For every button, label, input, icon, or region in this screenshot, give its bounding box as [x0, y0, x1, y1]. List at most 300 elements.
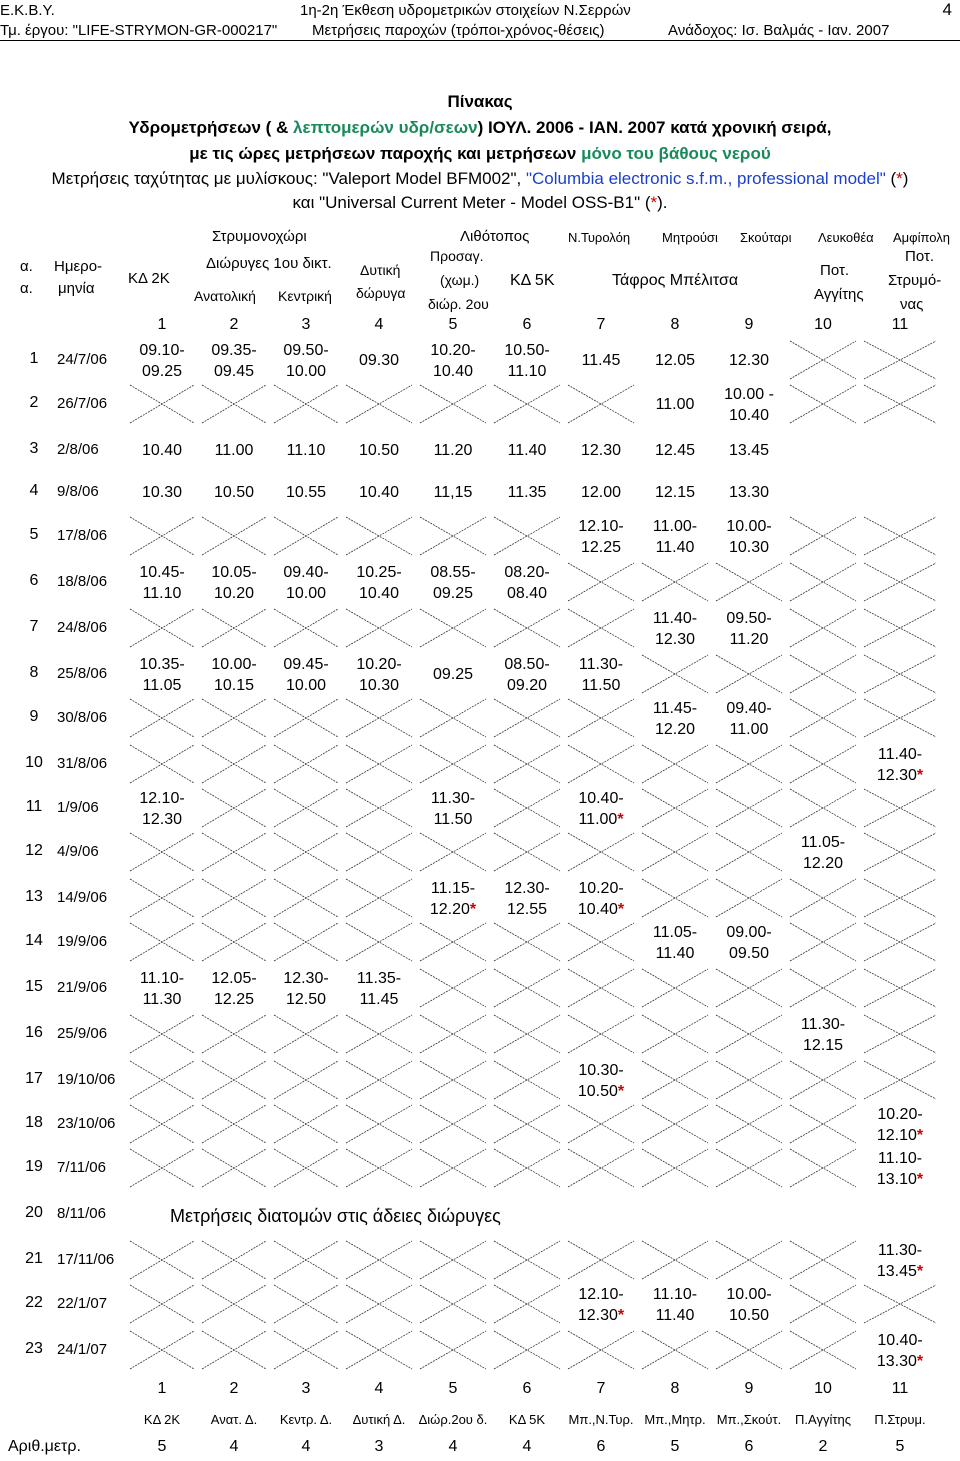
col-pot-4: Στρυμό- — [888, 272, 942, 289]
time-cell — [270, 340, 342, 382]
crossed-cell — [864, 833, 936, 871]
time-cell-line: 11.00 — [214, 442, 254, 459]
time-cell-line: 10.30 — [358, 677, 400, 694]
row-number: 5 — [29, 526, 39, 543]
time-cell-line: 09.25 — [141, 363, 183, 380]
time-cell-line: 11.30- — [430, 790, 476, 807]
time-cell-line: 10.50 — [728, 1307, 770, 1324]
time-cell-line: 12.20* — [429, 901, 477, 918]
time-cell-line: 12.30 — [728, 352, 770, 369]
crossed-cell — [790, 745, 856, 783]
footer-column-number: 2 — [229, 1380, 239, 1397]
time-cell-line: 11.10 — [286, 442, 326, 459]
time-cell — [564, 350, 638, 371]
header-report-title: 1η-2η Έκθεση υδρομετρικών στοιχείων Ν.Σερρών — [300, 2, 631, 19]
time-cell-line: 10.45- — [139, 564, 185, 581]
time-cell-line: 10.05- — [211, 564, 257, 581]
footer-column-label: ΚΔ 5Κ — [508, 1412, 546, 1427]
crossed-cell — [274, 923, 338, 961]
crossed-cell — [202, 1331, 266, 1369]
time-cell-line: 12.25 — [213, 991, 255, 1008]
row-date: 7/11/06 — [57, 1159, 106, 1176]
crossed-cell — [494, 969, 560, 1007]
row-date: 26/7/06 — [57, 395, 108, 412]
time-cell — [564, 654, 638, 696]
time-cell-line: 10.30 — [141, 484, 183, 501]
time-cell-line: 11.05- — [652, 924, 698, 941]
crossed-cell — [494, 923, 560, 961]
crossed-cell — [420, 1149, 486, 1187]
title-line-3: με τις ώρες μετρήσεων παροχής και μετρήσεων μόνο του βάθους νερού — [189, 144, 771, 163]
crossed-cell — [346, 517, 412, 555]
time-cell — [712, 698, 786, 740]
row-date: 17/8/06 — [57, 527, 108, 544]
asterisk-mark: * — [469, 901, 477, 918]
crossed-cell — [864, 969, 936, 1007]
crossed-cell — [642, 879, 708, 917]
footer-column-label: Δυτική Δ. — [352, 1412, 406, 1427]
crossed-cell — [790, 1241, 856, 1279]
crossed-cell — [420, 969, 486, 1007]
crossed-cell — [790, 789, 856, 827]
row-date: 9/8/06 — [57, 483, 99, 500]
time-cell-line: 10.20- — [430, 342, 476, 359]
col-kd2k: ΚΔ 2Κ — [128, 270, 170, 287]
crossed-cell — [130, 745, 194, 783]
crossed-cell — [716, 1241, 782, 1279]
crossed-cell — [420, 923, 486, 961]
crossed-cell — [202, 385, 266, 423]
crossed-cell — [568, 1015, 634, 1053]
time-cell-line: 11.45- — [652, 700, 698, 717]
time-cell-line: 12.05- — [211, 970, 257, 987]
crossed-cell — [346, 833, 412, 871]
crossed-cell — [716, 879, 782, 917]
crossed-cell — [274, 385, 338, 423]
crossed-cell — [202, 609, 266, 647]
crossed-cell — [274, 609, 338, 647]
column-number: 5 — [448, 316, 458, 333]
time-cell-line: 10.00 - — [724, 386, 774, 403]
time-cell-line: 09.45 — [213, 363, 255, 380]
column-number: 10 — [814, 316, 832, 333]
col-aa-2: α. — [20, 280, 33, 297]
crossed-cell — [346, 879, 412, 917]
time-cell-line: 11.05 — [142, 677, 182, 694]
col-tafros: Τάφρος Μπέλιτσα — [612, 272, 739, 289]
crossed-cell — [202, 1241, 266, 1279]
time-cell-line: 11.40 — [507, 442, 547, 459]
header-org: Ε.Κ.Β.Υ. — [0, 2, 55, 19]
row-date: 23/10/06 — [57, 1115, 116, 1132]
crossed-cell — [790, 699, 856, 737]
crossed-cell — [790, 1285, 856, 1323]
title-line-2: Υδρομετρήσεων ( & λεπτομερών υδρ/σεων) ΙΟΥΛ. 2006 - ΙΑΝ. 2007 κατά χρονική σειρά, — [128, 118, 832, 137]
crossed-cell — [346, 1241, 412, 1279]
time-cell — [638, 922, 712, 964]
crossed-cell — [568, 1149, 634, 1187]
crossed-cell — [864, 789, 936, 827]
crossed-cell — [568, 563, 634, 601]
crossed-cell — [346, 385, 412, 423]
footer-column-number: 9 — [744, 1380, 754, 1397]
time-cell-line: 11.30- — [800, 1016, 846, 1033]
row-number: 22 — [25, 1294, 43, 1311]
row-number: 9 — [29, 708, 39, 725]
time-cell-line: 13.10* — [876, 1171, 924, 1188]
time-cell-line: 10.00 — [285, 585, 327, 602]
time-cell — [712, 516, 786, 558]
footer-column-number: 4 — [374, 1380, 384, 1397]
time-cell-line: 08.40 — [506, 585, 548, 602]
time-cell-line: 10.50* — [577, 1083, 625, 1100]
column-number: 1 — [157, 316, 167, 333]
time-cell — [342, 440, 416, 461]
row-number: 21 — [25, 1250, 43, 1267]
measurement-count: 5 — [670, 1438, 680, 1455]
crossed-cell — [568, 969, 634, 1007]
footer-column-number: 7 — [596, 1380, 606, 1397]
time-cell-line: 10.20- — [356, 656, 402, 673]
time-cell — [638, 350, 712, 371]
row-date: 14/9/06 — [57, 889, 108, 906]
header-contractor: Ανάδοχος: Ισ. Βαλμάς - Ιαν. 2007 — [668, 22, 890, 39]
time-cell — [416, 440, 490, 461]
crossed-cell — [864, 1061, 936, 1099]
col-pot-3: Ποτ. — [905, 248, 935, 265]
time-cell — [342, 482, 416, 503]
group-lithotopos: Λιθότοπος — [460, 228, 530, 245]
crossed-cell — [864, 879, 936, 917]
col-pot-2: Αγγίτης — [814, 286, 864, 303]
crossed-cell — [642, 1149, 708, 1187]
time-cell — [638, 516, 712, 558]
measurement-count: 2 — [818, 1438, 828, 1455]
time-cell — [564, 1284, 638, 1326]
time-cell-line: 11.00- — [652, 518, 698, 535]
crossed-cell — [494, 833, 560, 871]
row-date: 25/9/06 — [57, 1025, 108, 1042]
crossed-cell — [716, 1149, 782, 1187]
crossed-cell — [642, 1241, 708, 1279]
time-cell-line: 10.40 — [728, 407, 770, 424]
crossed-cell — [202, 1015, 266, 1053]
col-prosag-1: Προσαγ. — [430, 248, 484, 264]
crossed-cell — [642, 1331, 708, 1369]
crossed-cell — [494, 517, 560, 555]
crossed-cell — [130, 923, 194, 961]
time-cell — [126, 340, 198, 382]
time-cell-line: 11.30 — [142, 991, 182, 1008]
time-cell-line: 11.00 — [655, 396, 695, 413]
time-cell-line: 10.00- — [726, 1286, 772, 1303]
crossed-cell — [716, 1331, 782, 1369]
crossed-cell — [420, 699, 486, 737]
row-number: 1 — [29, 350, 39, 367]
row-date: 21/9/06 — [57, 979, 108, 996]
time-cell-line: 13.45 — [728, 442, 770, 459]
crossed-cell — [716, 563, 782, 601]
crossed-cell — [346, 609, 412, 647]
time-cell-line: 12.55 — [506, 901, 548, 918]
crossed-cell — [130, 1331, 194, 1369]
crossed-cell — [790, 385, 856, 423]
footer-column-label: Κεντρ. Δ. — [279, 1412, 333, 1427]
footer-column-number: 1 — [157, 1380, 167, 1397]
time-cell — [638, 394, 712, 415]
col-date-1: Ημερο- — [54, 258, 103, 275]
page-number: 4 — [942, 0, 952, 19]
footer-column-label: Π.Αγγίτης — [795, 1412, 851, 1427]
column-number: 2 — [229, 316, 239, 333]
crossed-cell — [346, 1285, 412, 1323]
crossed-cell — [716, 1061, 782, 1099]
crossed-cell — [790, 341, 856, 379]
time-cell — [860, 1330, 940, 1372]
time-cell-line: 12.30- — [504, 880, 550, 897]
time-cell-line: 08.20- — [504, 564, 550, 581]
crossed-cell — [274, 789, 338, 827]
footer-column-label: Μπ.,Σκούτ. — [716, 1412, 782, 1427]
time-cell-line: 12.30* — [577, 1307, 625, 1324]
time-cell — [126, 562, 198, 604]
asterisk-mark: * — [916, 1353, 924, 1370]
footer-column-label: Π.Στρυμ. — [874, 1412, 926, 1427]
asterisk-mark: * — [617, 811, 624, 828]
time-cell-line: 09.10- — [139, 342, 185, 359]
row-date: 30/8/06 — [57, 709, 108, 726]
crossed-cell — [420, 1015, 486, 1053]
time-cell-line: 13.45* — [876, 1263, 924, 1280]
measurement-count: 6 — [596, 1438, 606, 1455]
crossed-cell — [202, 1285, 266, 1323]
time-cell — [198, 562, 270, 604]
time-cell — [712, 608, 786, 650]
crossed-cell — [420, 517, 486, 555]
crossed-cell — [716, 745, 782, 783]
crossed-cell — [864, 1285, 936, 1323]
footer-column-number: 11 — [891, 1380, 909, 1397]
asterisk-mark: * — [916, 1127, 924, 1144]
crossed-cell — [494, 1149, 560, 1187]
time-cell — [638, 440, 712, 461]
footer-column-number: 3 — [301, 1380, 311, 1397]
time-cell — [564, 516, 638, 558]
header-subject: Μετρήσεις παροχών (τρόποι-χρόνος-θέσεις) — [312, 22, 605, 39]
footer-column-number: 10 — [814, 1380, 832, 1397]
group-lefkothea: Λευκοθέα — [818, 230, 874, 245]
crossed-cell — [274, 699, 338, 737]
time-cell — [638, 1284, 712, 1326]
row-number: 18 — [25, 1114, 43, 1131]
time-cell-line: 09.00- — [726, 924, 772, 941]
crossed-cell — [202, 699, 266, 737]
crossed-cell — [494, 699, 560, 737]
col-prosag-2: (χωμ.) — [440, 272, 480, 288]
time-cell-line: 12.30- — [283, 970, 329, 987]
time-cell-line: 09.50 — [728, 945, 770, 962]
row-date: 25/8/06 — [57, 665, 108, 682]
crossed-cell — [494, 789, 560, 827]
row-number: 17 — [25, 1070, 43, 1087]
time-cell — [638, 482, 712, 503]
time-cell — [490, 440, 564, 461]
time-cell-line: 10.20- — [877, 1106, 923, 1123]
crossed-cell — [790, 563, 856, 601]
time-cell — [270, 562, 342, 604]
time-cell — [198, 482, 270, 503]
crossed-cell — [494, 1331, 560, 1369]
crossed-cell — [274, 1241, 338, 1279]
title-line-4: Μετρήσεις ταχύτητας με μυλίσκους: "Valeport Model BFM002", "Columbia electronic s.f.m., professional model" (*) — [51, 169, 909, 188]
time-cell — [126, 654, 198, 696]
crossed-cell — [130, 1241, 194, 1279]
col-pot-1: Ποτ. — [820, 262, 850, 279]
crossed-cell — [420, 385, 486, 423]
time-cell — [198, 440, 270, 461]
table-title: Πίνακας — [447, 92, 513, 111]
time-cell-line: 12.20 — [802, 855, 844, 872]
crossed-cell — [274, 1105, 338, 1143]
time-cell — [712, 1284, 786, 1326]
crossed-cell — [568, 385, 634, 423]
crossed-cell — [790, 1149, 856, 1187]
crossed-cell — [642, 1105, 708, 1143]
time-cell-line: 11.20 — [729, 631, 769, 648]
time-cell — [860, 1104, 940, 1146]
crossed-cell — [202, 745, 266, 783]
crossed-cell — [130, 1015, 194, 1053]
time-cell — [490, 878, 564, 920]
crossed-cell — [494, 1105, 560, 1143]
time-cell-line: 11.40 — [655, 539, 695, 556]
time-cell-line: 10.50 — [213, 484, 255, 501]
crossed-cell — [274, 1331, 338, 1369]
crossed-cell — [568, 609, 634, 647]
crossed-cell — [274, 1149, 338, 1187]
crossed-cell — [130, 1149, 194, 1187]
time-cell-line: 10.40 — [358, 484, 400, 501]
time-cell-line: 10.50 — [358, 442, 400, 459]
measurement-count: 5 — [157, 1438, 167, 1455]
column-number: 9 — [744, 316, 754, 333]
crossed-cell — [790, 1061, 856, 1099]
column-number: 11 — [891, 316, 909, 333]
crossed-cell — [864, 517, 936, 555]
time-cell — [490, 482, 564, 503]
crossed-cell — [130, 1285, 194, 1323]
time-cell-line: 09.35- — [211, 342, 257, 359]
time-cell-line: 10.40- — [877, 1332, 923, 1349]
crossed-cell — [568, 1331, 634, 1369]
time-cell — [712, 440, 786, 461]
time-cell — [126, 440, 198, 461]
crossed-cell — [202, 923, 266, 961]
crossed-cell — [494, 745, 560, 783]
time-cell-line: 08.55- — [430, 564, 476, 581]
time-cell-line: 10.30- — [578, 1062, 624, 1079]
crossed-cell — [568, 1241, 634, 1279]
col-kentriki: Κεντρική — [278, 288, 332, 304]
time-cell — [564, 1060, 638, 1102]
time-cell-line: 12.10- — [578, 518, 624, 535]
col-dytiki-1: Δυτική — [360, 262, 401, 278]
crossed-cell — [346, 1149, 412, 1187]
col-date-2: μηνία — [58, 280, 95, 297]
time-cell — [270, 654, 342, 696]
time-cell-line: 09.25 — [432, 585, 474, 602]
crossed-cell — [202, 517, 266, 555]
time-cell — [638, 608, 712, 650]
time-cell-line: 10.20- — [578, 880, 624, 897]
crossed-cell — [274, 517, 338, 555]
column-number: 3 — [301, 316, 311, 333]
crossed-cell — [346, 745, 412, 783]
time-cell-line: 11.00 — [729, 721, 769, 738]
asterisk-mark: * — [916, 1263, 924, 1280]
time-cell-line: 11.35- — [356, 970, 402, 987]
asterisk-mark: * — [617, 1307, 625, 1324]
time-cell-line: 11.40- — [652, 610, 698, 627]
row-number: 20 — [25, 1204, 43, 1221]
time-cell-line: 12.15 — [654, 484, 696, 501]
column-number: 4 — [374, 316, 384, 333]
row-date: 24/8/06 — [57, 619, 108, 636]
crossed-cell — [494, 1241, 560, 1279]
time-cell-line: 11.10- — [139, 970, 185, 987]
row-date: 18/8/06 — [57, 573, 108, 590]
measurement-count: 4 — [229, 1438, 239, 1455]
row-number: 2 — [29, 394, 39, 411]
time-cell — [126, 788, 198, 830]
time-cell-line: 10.20 — [213, 585, 255, 602]
crossed-cell — [494, 1285, 560, 1323]
time-cell-line: 12.30 — [654, 631, 696, 648]
time-cell-line: 10.40* — [577, 901, 625, 918]
time-cell-line: 10.35- — [139, 656, 185, 673]
time-cell — [564, 878, 638, 920]
row-number: 7 — [29, 618, 39, 635]
crossed-cell — [864, 699, 936, 737]
crossed-cell — [790, 517, 856, 555]
time-cell-line: 11.40 — [655, 945, 695, 962]
time-cell — [416, 878, 490, 920]
time-cell — [786, 1014, 860, 1056]
footer-column-label: Μπ.,Ν.Τυρ. — [568, 1412, 634, 1427]
time-cell — [712, 482, 786, 503]
crossed-cell — [568, 699, 634, 737]
time-cell-line: 11.45 — [581, 352, 621, 369]
crossed-cell — [420, 1285, 486, 1323]
crossed-cell — [864, 923, 936, 961]
row-number: 12 — [25, 842, 43, 859]
row-date: 31/8/06 — [57, 755, 108, 772]
group-mitrousi: Μητρούσι — [662, 230, 718, 245]
time-cell-line: 11.10- — [877, 1150, 923, 1167]
time-cell — [860, 1240, 940, 1282]
crossed-cell — [790, 969, 856, 1007]
crossed-cell — [130, 385, 194, 423]
crossed-cell — [716, 789, 782, 827]
time-cell-line: 09.30 — [358, 352, 400, 369]
column-number: 7 — [596, 316, 606, 333]
time-cell — [860, 1148, 940, 1190]
footer-column-number: 8 — [670, 1380, 680, 1397]
crossed-cell — [130, 517, 194, 555]
time-cell — [198, 654, 270, 696]
time-cell-line: 11.35 — [507, 484, 547, 501]
time-cell — [126, 482, 198, 503]
